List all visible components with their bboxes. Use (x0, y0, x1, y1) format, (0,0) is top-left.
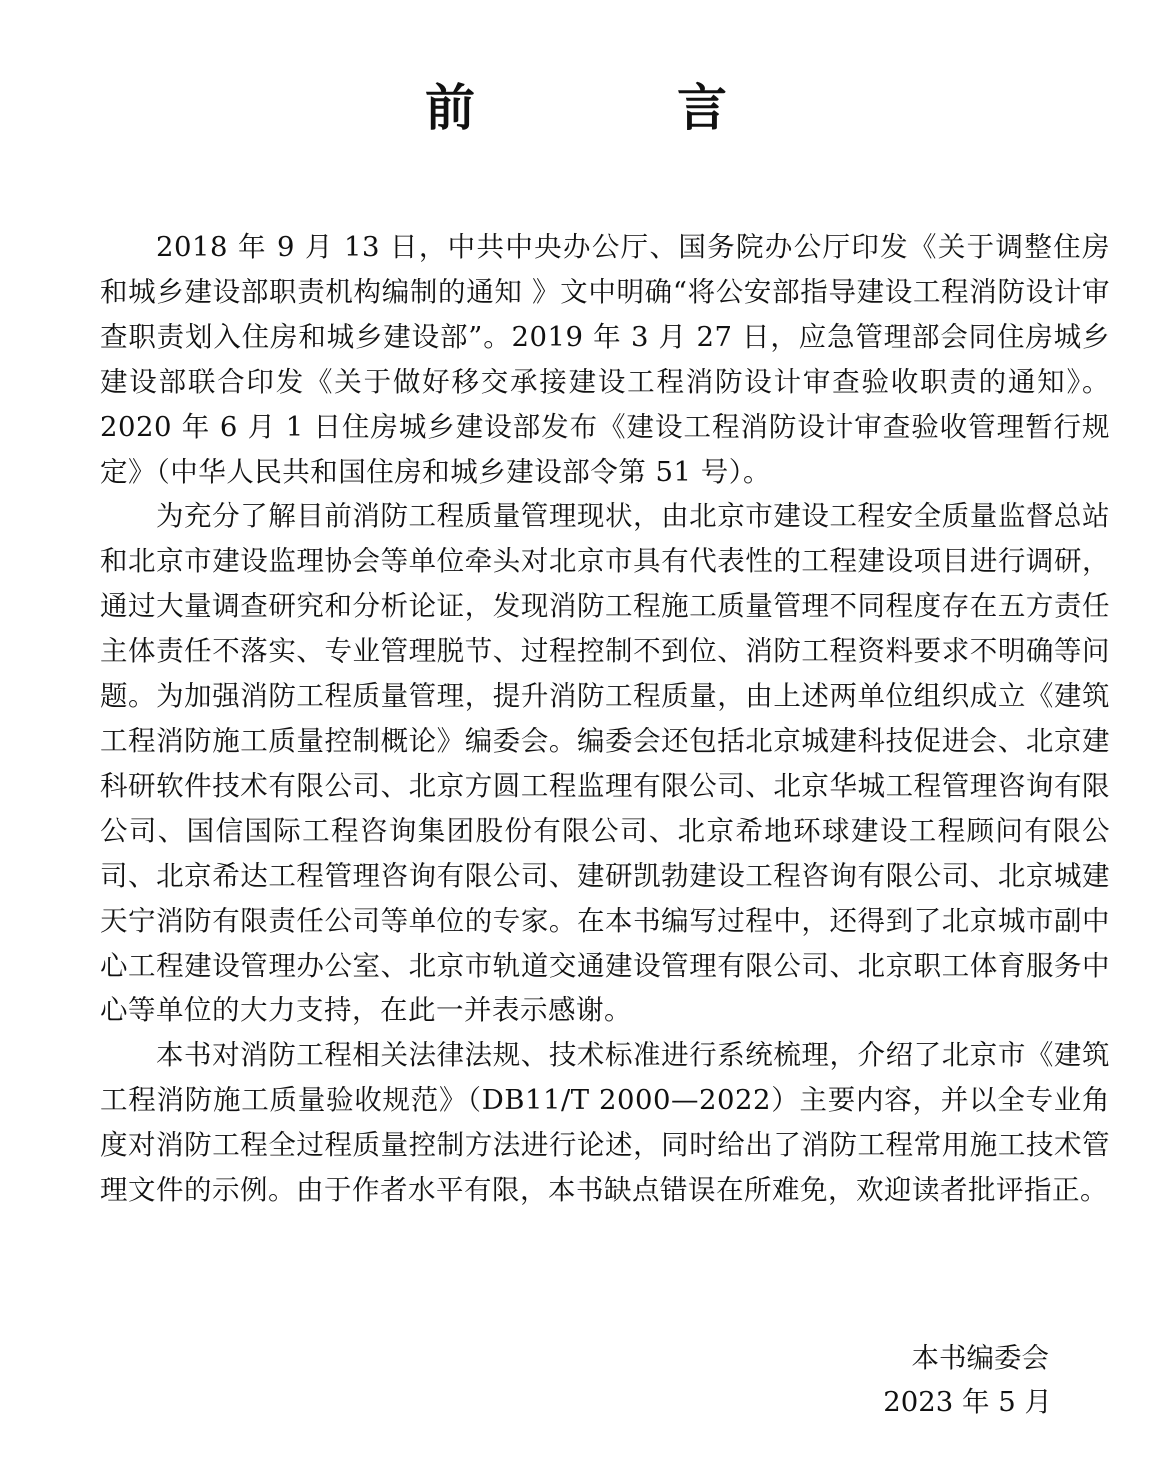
preface-body (100, 225, 1110, 1213)
paragraph-3: 本书对消防工程相关法律法规、技术标准进行系统梳理，介绍了北京市《建筑工程消防施工质量验收规范》（DB11/T 2000—2022）主要内容，并以全专业角度对消防工程全过程质量控制方法进行论述，同时给出了消防工程常用施工技术管理文件的示例。由于作者水平有限，本书缺点错误在所难免，欢迎读者批评指正。 (100, 1039, 1110, 1207)
signature-org: 本书编委会 (911, 1342, 1049, 1374)
signature-date: 2023 年 5 月 (883, 1386, 1052, 1418)
paragraph-1: 2018 年 9 月 13 日，中共中央办公厅、国务院办公厅印发《关于调整住房和城乡建设部职责机构编制的通知 》文中明确“将公安部指导建设工程消防设计审查职责划入住房和城乡建设部”。2019 年 3 月 27 日，应急管理部会同住房城乡建设部联合印发《关于做好移交承接建设工程消防设计审查验收职责的通知》。2020 年 6 月 1 日住房城乡建设部发布《建设工程消防设计审查验收管理暂行规定》（中华人民共和国住房和城乡建设部令第 51 号）。 (100, 231, 1110, 488)
page-title: 前 言 (425, 78, 803, 137)
signature-block (883, 1336, 1052, 1424)
paragraph-2: 为充分了解目前消防工程质量管理现状，由北京市建设工程安全质量监督总站和北京市建设监理协会等单位牵头对北京市具有代表性的工程建设项目进行调研，通过大量调查研究和分析论证，发现消防工程施工质量管理不同程度存在五方责任主体责任不落实、专业管理脱节、过程控制不到位、消防工程资料要求不明确等问题。为加强消防工程质量管理，提升消防工程质量，由上述两单位组织成立《建筑工程消防施工质量控制概论》编委会。编委会还包括北京城建科技促进会、北京建科研软件技术有限公司、北京方圆工程监理有限公司、北京华城工程管理咨询有限公司、国信国际工程咨询集团股份有限公司、北京希地环球建设工程顾问有限公司、北京希达工程管理咨询有限公司、建研凯勃建设工程咨询有限公司、北京城建天宁消防有限责任公司等单位的专家。在本书编写过程中，还得到了北京城市副中心工程建设管理办公室、北京市轨道交通建设管理有限公司、北京职工体育服务中心等单位的大力支持，在此一并表示感谢。 (100, 500, 1110, 1027)
